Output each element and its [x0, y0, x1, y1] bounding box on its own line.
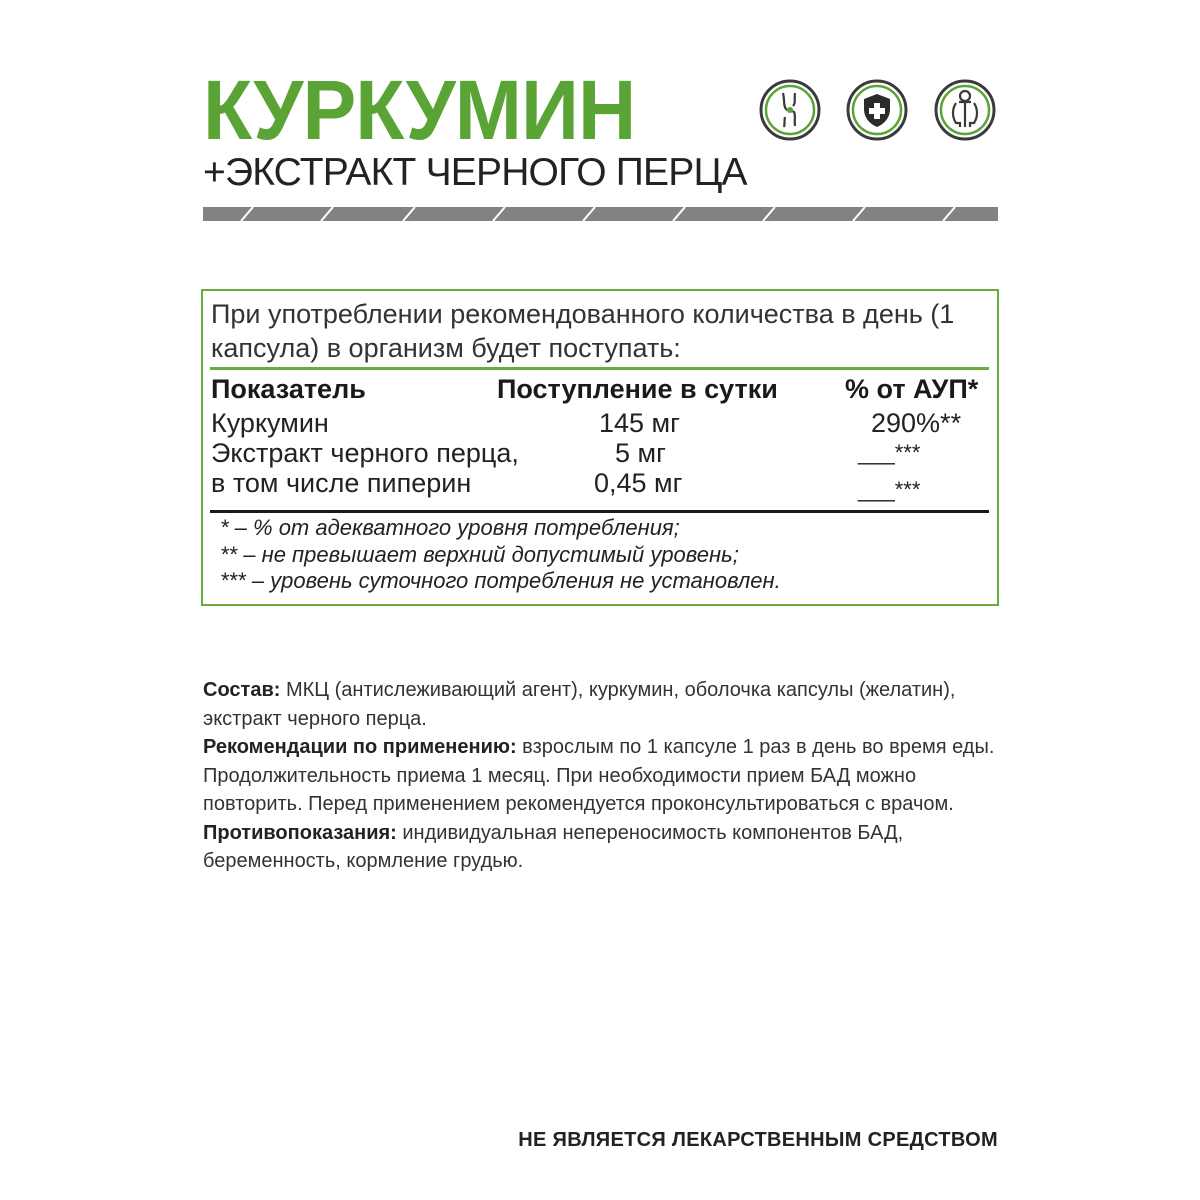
header-daily-intake: Поступление в сутки	[497, 374, 778, 404]
row-name: Экстракт черного перца,	[211, 438, 519, 468]
contraindications-text: индивидуальная непереносимость компонентов БАД, беременность, кормление грудью.	[203, 821, 904, 872]
table-divider	[210, 510, 989, 513]
row-amount: 0,45 мг	[594, 468, 683, 498]
decorative-stripe	[203, 207, 998, 221]
product-title: КУРКУМИН	[203, 63, 636, 157]
contraindications-paragraph	[203, 819, 1003, 876]
row-percent: 290%**	[871, 408, 962, 438]
usage-text: взрослым по 1 капсуле 1 раз в день во время еды. Продолжительность приема 1 месяц. При необходимости прием БАД можно повторить. Перед применением рекомендуется проконсультироваться с врачом.	[203, 736, 995, 815]
product-info	[203, 676, 1003, 876]
row-amount: 5 мг	[615, 438, 666, 468]
joint-icon	[759, 79, 821, 141]
usage-label: Рекомендации по применению:	[203, 736, 517, 758]
row-amount: 145 мг	[599, 408, 680, 438]
row-name: в том числе пиперин	[211, 468, 472, 498]
panel-divider	[210, 367, 989, 370]
contraindications-label: Противопоказания:	[203, 821, 397, 844]
row-name: Куркумин	[211, 408, 329, 438]
panel-intro: При употреблении рекомендованного количества в день (1 капсула) в организм будет поступать:	[211, 299, 955, 363]
row-percent: ___***	[858, 477, 921, 502]
header-percent: % от АУП*	[845, 374, 979, 404]
header-indicator: Показатель	[211, 374, 366, 404]
usage-paragraph	[203, 733, 1003, 819]
footnote: * – % от адекватного уровня потребления;	[220, 515, 680, 540]
composition-label: Состав:	[203, 679, 281, 701]
footnote: *** – уровень суточного потребления не установлен.	[220, 568, 781, 593]
product-subtitle: +ЭКСТРАКТ ЧЕРНОГО ПЕРЦА	[203, 151, 747, 194]
footnotes	[220, 515, 781, 595]
nutrition-panel	[201, 289, 999, 606]
disclaimer: НЕ ЯВЛЯЕТСЯ ЛЕКАРСТВЕННЫМ СРЕДСТВОМ	[518, 1129, 998, 1151]
row-percent: ___***	[858, 440, 921, 465]
shield-cross-icon	[846, 79, 908, 141]
footnote: ** – не превышает верхний допустимый уровень;	[220, 541, 739, 567]
body-figure-icon	[934, 79, 996, 141]
composition-text: МКЦ (антислеживающий агент), куркумин, оболочка капсулы (желатин), экстракт черного перца.	[203, 679, 956, 730]
composition-paragraph	[203, 676, 1003, 733]
